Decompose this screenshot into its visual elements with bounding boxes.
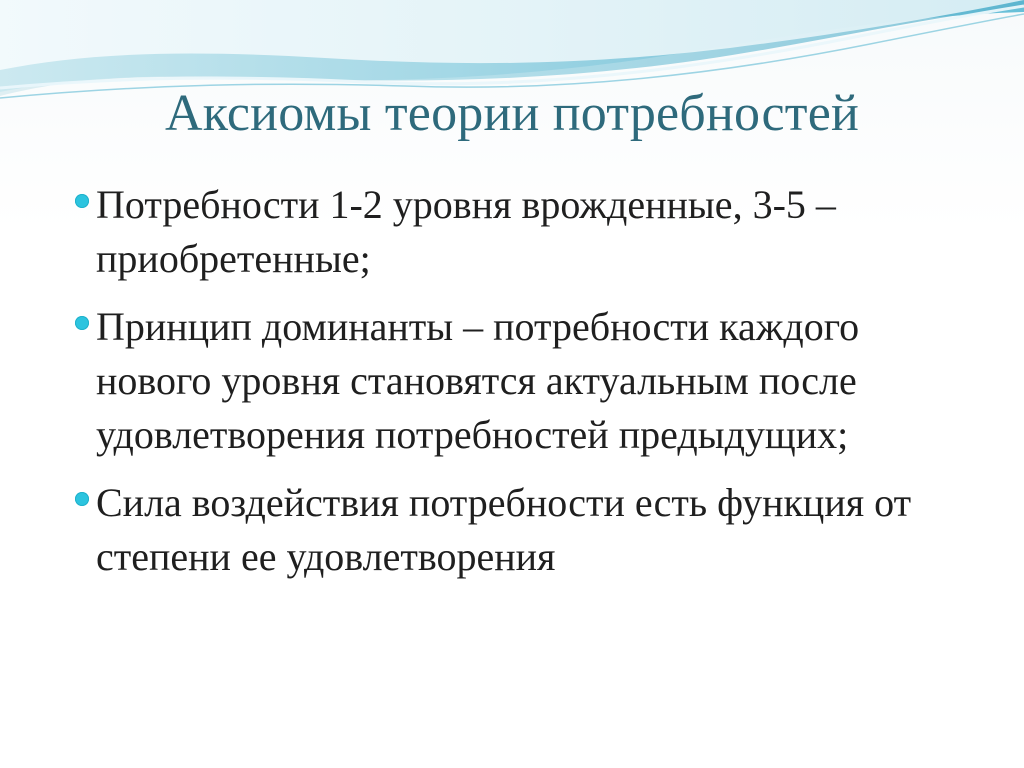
- bullet-text: Сила воздействия потребности есть функция от степени ее удовлетворения: [96, 480, 912, 579]
- slide-title: Аксиомы теории потребностей: [164, 85, 860, 142]
- bullet-list: [62, 178, 962, 598]
- bullet-text: Потребности 1-2 уровня врожденные, 3-5 – приобретенные;: [96, 182, 836, 281]
- circle-bullet-icon: [75, 316, 89, 330]
- bullet-item-innate-acquired: [62, 178, 962, 286]
- circle-bullet-icon: [75, 492, 89, 506]
- bullet-text: Принцип доминанты – потребности каждого нового уровня становятся актуальным после удовлетворения потребностей предыдущих;: [96, 304, 860, 457]
- circle-bullet-icon: [75, 194, 89, 208]
- bullet-item-dominance-principle: [62, 300, 962, 462]
- bullet-item-need-strength: [62, 476, 962, 584]
